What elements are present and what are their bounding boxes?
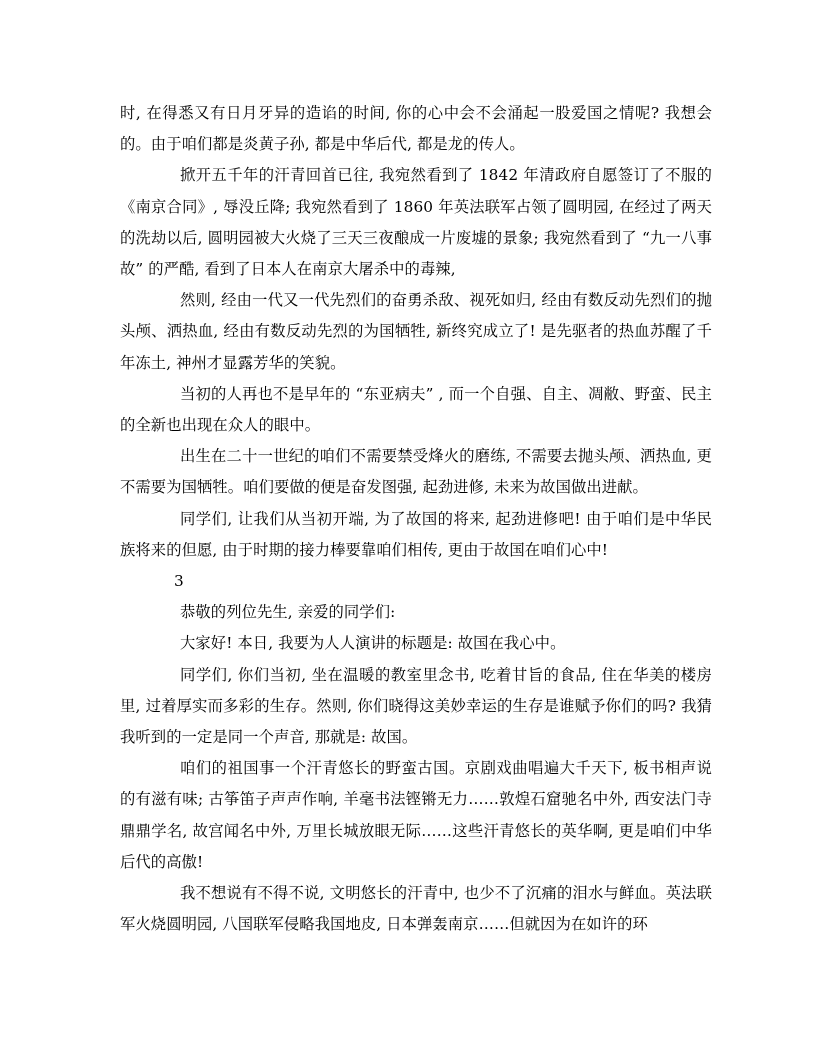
paragraph-4: 当初的人再也不是早年的 “东亚病夫” , 而一个自强、自主、凋敝、野蛮、民主的全新也出现在众人的眼中。: [120, 384, 712, 435]
paragraph-9: 同学们, 你们当初, 坐在温暖的教室里念书, 吃着甘旨的食品, 住在华美的楼房里, 过着厚实而多彩的生存。然则, 你们晓得这美妙幸运的生存是谁赋予你们的吗? 我猜我听到的一定是同一个声音, 那就是: 故国。: [120, 665, 712, 747]
paragraph-3: 然则, 经由一代又一代先烈们的奋勇杀敌、视死如归, 经由有数反动先烈们的抛头颅、洒热血, 经由有数反动先烈的为国牺牲, 新终究成立了! 是先驱者的热血苏醒了千年冻土, 神州才显露芳华的笑貌。: [120, 291, 712, 372]
paragraph-1: 时, 在得悉又有日月牙异的造谄的时间, 你的心中会不会涌起一股爱国之情呢? 我想会的。由于咱们都是炎黄子孙, 都是中华后代, 都是龙的传人。: [120, 104, 712, 154]
paragraph-6: 同学们, 让我们从当初开端, 为了故国的将来, 起劲进修吧! 由于咱们是中华民族将来的但愿, 由于时期的接力棒要靠咱们相传, 更由于故国在咱们心中!: [120, 509, 712, 559]
section-number: 3: [174, 572, 184, 591]
paragraph-10: 咱们的祖国事一个汗青悠长的野蛮古国。京剧戏曲唱遍大千天下, 板书相声说的有滋有味; 古筝笛子声声作响, 羊毫书法铿锵无力……敦煌石窟驰名中外, 西安法门寺鼎鼎学名, 故宫闻名中外, 万里长城放眼无际……这些汗青悠长的英华啊, 更是咱们中华后代的高傲!: [120, 759, 712, 871]
paragraph-8: 大家好! 本日, 我要为人人演讲的标题是: 故国在我心中。: [180, 634, 566, 653]
paragraph-2: 掀开五千年的汗青回首已往, 我宛然看到了 1842 年清政府自愿签订了不服的《南京合同》, 辱没丘降; 我宛然看到了 1860 年英法联军占领了圆明园, 在经过了两天的洗劫以后, 圆明园被大火烧了三天三夜酿成一片废墟的景象; 我宛然看到了 “九一八事故” 的严酷, 看到了日本人在南京大屠杀中的毒辣,: [120, 166, 712, 279]
document-page: [120, 98, 712, 940]
paragraph-7: 恭敬的列位先生, 亲爱的同学们:: [180, 603, 396, 622]
paragraph-11: 我不想说有不得不说, 文明悠长的汗青中, 也少不了沉痛的泪水与鲜血。英法联军火烧圆明园, 八国联军侵略我国地皮, 日本弹轰南京……但就因为在如许的环: [120, 884, 712, 934]
paragraph-5: 出生在二十一世纪的咱们不需要禁受烽火的磨练, 不需要去抛头颅、洒热血, 更不需要为国牺牲。咱们要做的便是奋发图强, 起劲进修, 未来为故国做出进献。: [120, 447, 712, 497]
